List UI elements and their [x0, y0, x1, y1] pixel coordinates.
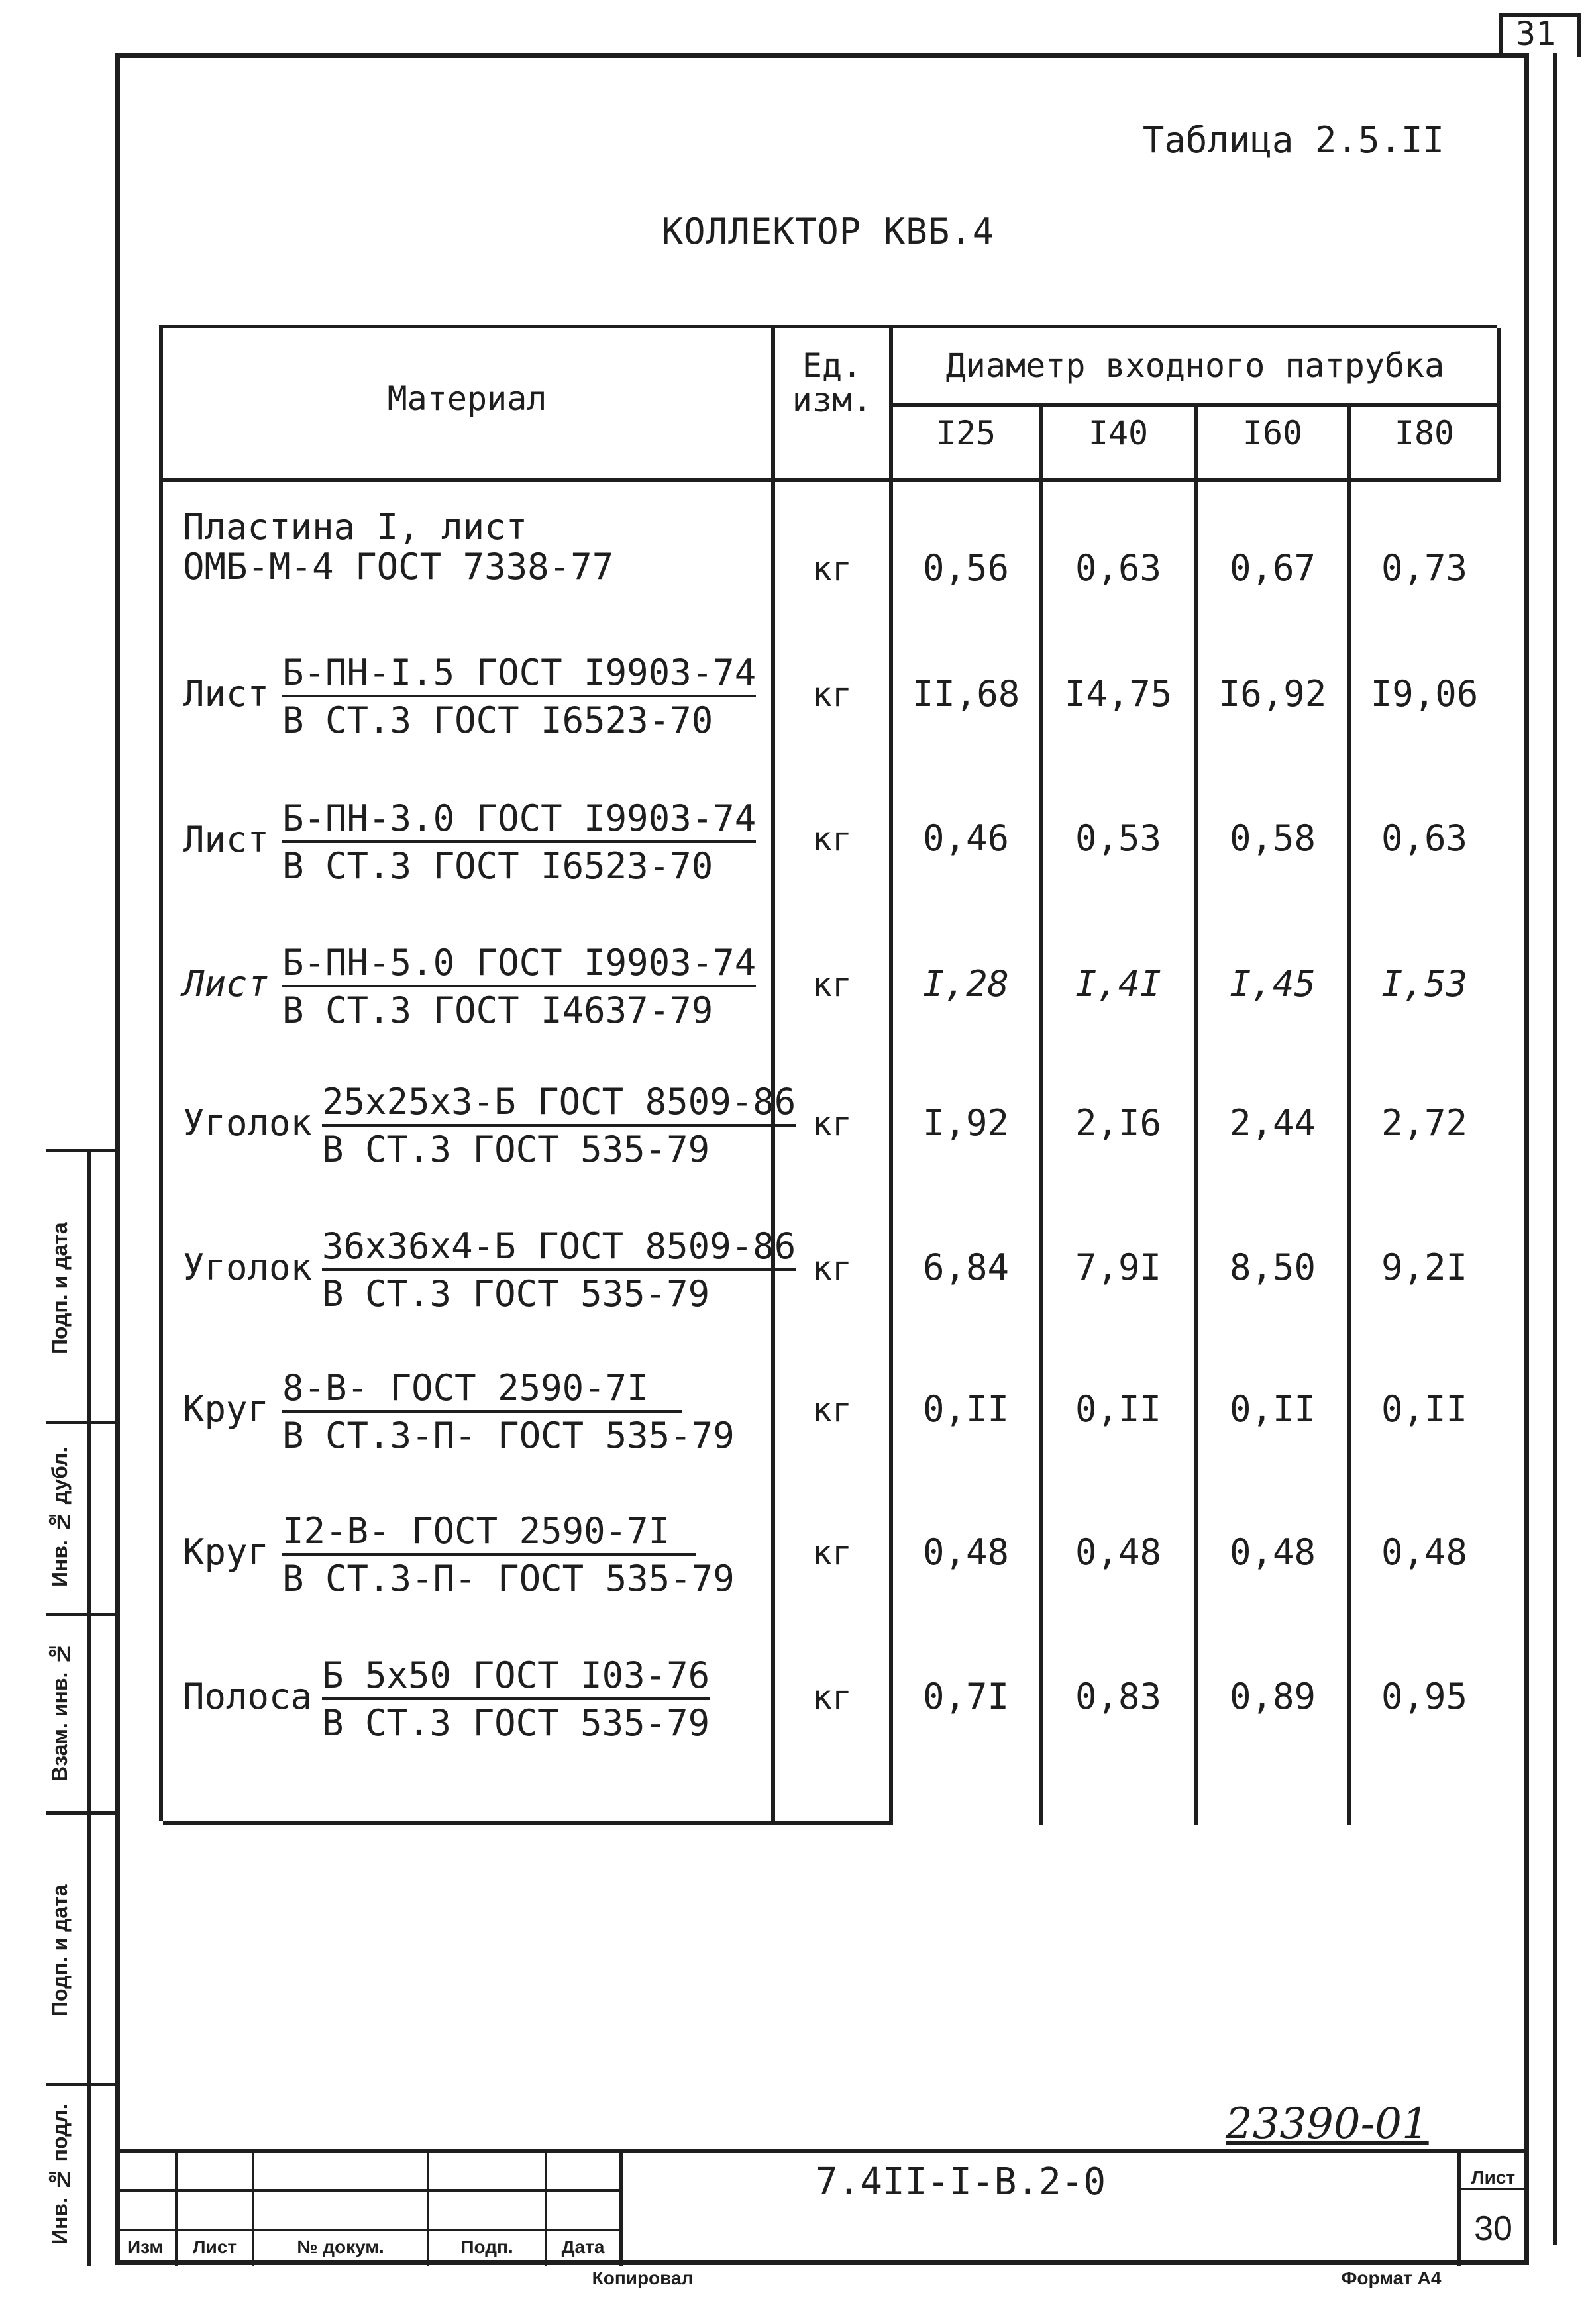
value-cell: I,92: [922, 1102, 1010, 1144]
value-cell: 0,II: [1229, 1388, 1316, 1430]
material-grade: Б 5х50 ГОСТ I03-76: [322, 1654, 710, 1700]
col-label-date: Дата: [561, 2237, 605, 2257]
value-cell: 0,56: [922, 547, 1010, 589]
material-spec: В СТ.3-П- ГОСТ 535-79: [282, 1415, 735, 1456]
value-cell: 2,44: [1229, 1102, 1316, 1144]
value-cell: I9,06: [1370, 673, 1479, 715]
material-spec: ОМБ-М-4 ГОСТ 7338-77: [183, 546, 614, 587]
tb-row-line: [115, 2189, 619, 2192]
value-cell: 0,48: [1229, 1531, 1316, 1573]
value-cell: 0,48: [922, 1531, 1010, 1573]
unit-cell: кг: [812, 966, 853, 1004]
material-name: Пластина I, лист: [183, 506, 528, 548]
value-cell: I,28: [922, 963, 1010, 1005]
unit-cell: кг: [812, 1534, 853, 1572]
unit-cell: кг: [812, 1678, 853, 1717]
strip-label-orig-inv: Инв. № подл.: [48, 2103, 72, 2245]
material-type: Полоса: [183, 1676, 313, 1717]
tb-col-line: [619, 2149, 623, 2266]
value-cell: 0,58: [1229, 817, 1316, 859]
material-type: Круг: [183, 1531, 270, 1573]
row-divider: [889, 403, 1501, 407]
header-material: Материал: [387, 379, 547, 418]
material-spec: В СТ.3 ГОСТ 535-79: [322, 1273, 710, 1315]
material-grade: Б-ПН-I.5 ГОСТ I9903-74: [282, 652, 756, 697]
header-unit: Ед. изм.: [792, 346, 872, 419]
unit-cell: кг: [812, 1391, 853, 1429]
material-type: Уголок: [183, 1102, 313, 1144]
material-spec: В СТ.3 ГОСТ I4637-79: [282, 989, 713, 1031]
value-cell: 2,72: [1381, 1102, 1468, 1144]
material-grade: I2-В- ГОСТ 2590-7I: [282, 1510, 696, 1556]
value-cell: 0,46: [922, 817, 1010, 859]
material-type: Круг: [183, 1388, 270, 1430]
strip-label-sign-date: Подп. и дата: [48, 1884, 72, 2017]
value-cell: 6,84: [922, 1246, 1010, 1288]
header-diameter: I40: [1088, 414, 1149, 452]
format-label: Формат А4: [1341, 2268, 1442, 2288]
unit-cell: кг: [812, 1105, 853, 1143]
material-type: Лист: [183, 819, 270, 860]
value-cell: I,53: [1381, 963, 1468, 1005]
materials-table: [159, 325, 1497, 1821]
material-grade: Б-ПН-5.0 ГОСТ I9903-74: [282, 942, 756, 987]
page-number: 31: [1515, 15, 1556, 53]
material-spec: В СТ.3 ГОСТ 535-79: [322, 1129, 710, 1170]
table-caption: Таблица 2.5.II: [1142, 119, 1444, 161]
strip-label-replace-inv: Взам. инв. №: [48, 1642, 72, 1782]
sheet-number: 30: [1474, 2209, 1512, 2248]
value-cell: I6,92: [1218, 673, 1327, 715]
value-cell: 0,63: [1075, 547, 1162, 589]
tb-row-line: [115, 2229, 619, 2231]
value-cell: 0,48: [1381, 1531, 1468, 1573]
material-type: Лист: [183, 963, 270, 1005]
value-cell: 2,I6: [1075, 1102, 1162, 1144]
value-cell: 0,II: [1075, 1388, 1162, 1430]
table-bottom-line: [163, 1821, 892, 1825]
value-cell: I4,75: [1064, 673, 1173, 715]
material-spec: В СТ.3 ГОСТ 535-79: [322, 1702, 710, 1744]
col-label-sheet: Лист: [192, 2237, 237, 2257]
sheet-label: Лист: [1471, 2167, 1516, 2188]
header-diameter: I60: [1242, 414, 1303, 452]
value-cell: 9,2I: [1381, 1246, 1468, 1288]
left-margin-strip: [0, 1149, 115, 2266]
value-cell: I,4I: [1075, 963, 1162, 1005]
strip-label-dup-inv: Инв. № дубл.: [48, 1446, 72, 1587]
value-cell: 0,48: [1075, 1531, 1162, 1573]
header-diameter: I80: [1394, 414, 1455, 452]
unit-cell: кг: [812, 676, 853, 714]
inventory-number: 23390-01: [1226, 2099, 1429, 2148]
value-cell: 0,II: [922, 1388, 1010, 1430]
value-cell: 0,67: [1229, 547, 1316, 589]
col-label-change: Изм: [127, 2237, 164, 2257]
header-diameter: I25: [935, 414, 996, 452]
col-label-doc-num: № докум.: [297, 2237, 384, 2257]
tb-top-line: [115, 2149, 1529, 2153]
col-label-signature: Подп.: [460, 2237, 513, 2257]
value-cell: 0,95: [1381, 1676, 1468, 1717]
strip-label-sign-date: Подп. и дата: [48, 1222, 72, 1354]
material-grade: Б-ПН-3.0 ГОСТ I9903-74: [282, 797, 756, 843]
value-cell: 7,9I: [1075, 1246, 1162, 1288]
value-cell: 0,53: [1075, 817, 1162, 859]
value-cell: 0,83: [1075, 1676, 1162, 1717]
strip-divider: [87, 1149, 91, 2266]
value-cell: II,68: [912, 673, 1020, 715]
value-cell: 0,89: [1229, 1676, 1316, 1717]
value-cell: 0,63: [1381, 817, 1468, 859]
outer-frame-line: [1553, 53, 1557, 2245]
document-title: КОЛЛЕКТОР КВБ.4: [661, 211, 995, 252]
value-cell: 0,73: [1381, 547, 1468, 589]
copied-label: Копировал: [592, 2268, 694, 2288]
material-grade: 8-В- ГОСТ 2590-7I: [282, 1367, 682, 1413]
material-type: Лист: [183, 673, 270, 715]
header-bottom-line: [163, 478, 1501, 482]
document-code: 7.4II-I-В.2-0: [815, 2160, 1106, 2203]
material-spec: В СТ.3 ГОСТ I6523-70: [282, 845, 713, 887]
value-cell: 0,II: [1381, 1388, 1468, 1430]
value-cell: 8,50: [1229, 1246, 1316, 1288]
material-type: Уголок: [183, 1246, 313, 1288]
material-spec: В СТ.3 ГОСТ I6523-70: [282, 699, 713, 741]
unit-cell: кг: [812, 550, 853, 588]
material-grade: 36х36х4-Б ГОСТ 8509-86: [322, 1225, 796, 1271]
header-diameter-group: Диаметр входного патрубка: [945, 346, 1445, 385]
material-spec: В СТ.3-П- ГОСТ 535-79: [282, 1558, 735, 1599]
material-grade: 25х25х3-Б ГОСТ 8509-86: [322, 1081, 796, 1127]
value-cell: I,45: [1229, 963, 1316, 1005]
unit-cell: кг: [812, 1249, 853, 1288]
unit-cell: кг: [812, 820, 853, 858]
value-cell: 0,7I: [922, 1676, 1010, 1717]
